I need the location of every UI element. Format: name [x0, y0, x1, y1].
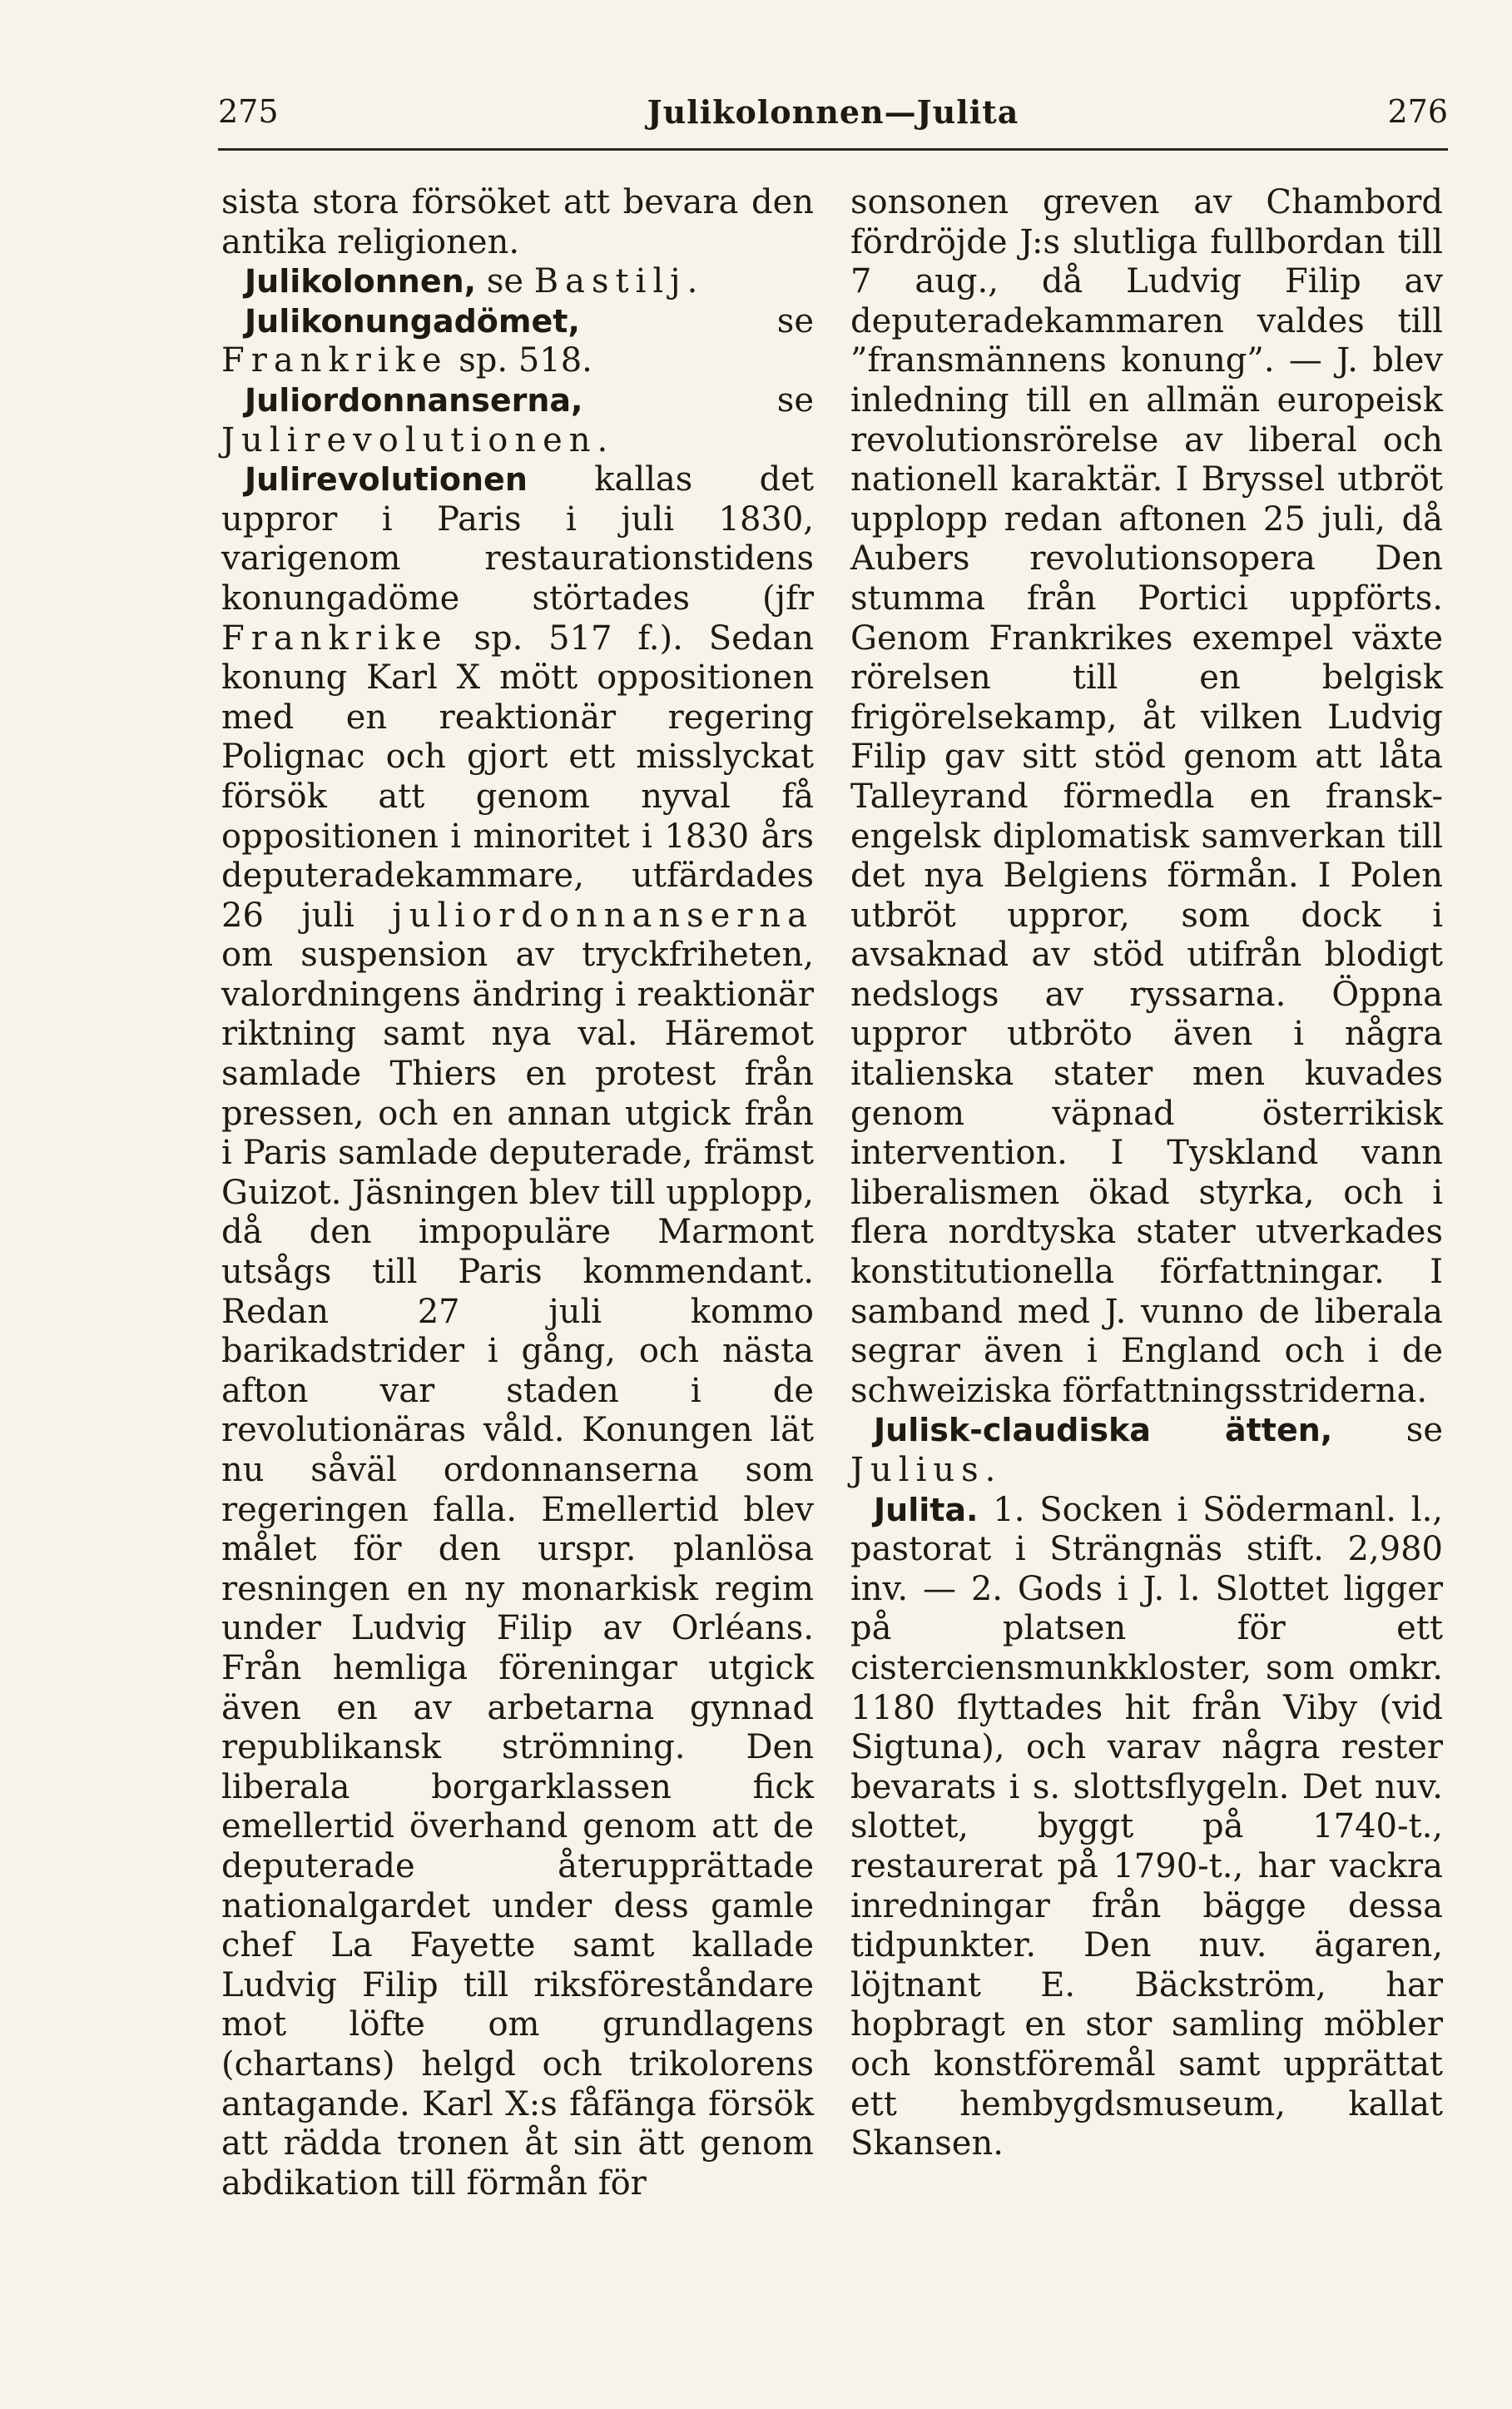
- cross-reference: Julirevolutionen.: [221, 420, 615, 459]
- cross-reference: Julius.: [850, 1451, 1003, 1489]
- body-text: sp. 517 f.). Sedan konung Karl X mött oppositionen med en reaktionär regering Polignac och gjort ett misslyckat försök att genom nyval få oppositionen i minoritet i 1830 års deputeradekammare, utfärdades 26 juli: [221, 618, 814, 935]
- cross-reference: Bastilj.: [533, 262, 705, 301]
- body-text: sista stora försöket att bevara den antika religionen.: [221, 183, 814, 261]
- headword: Julita.: [874, 1491, 979, 1528]
- entry-juliordonnanserna: [221, 381, 814, 460]
- body-text: sp. 518.: [448, 341, 592, 380]
- cross-reference: Frankrike: [221, 618, 449, 658]
- paragraph-continuation: [221, 183, 814, 262]
- entry-julikonungadomet: [221, 302, 814, 381]
- entry-julikolonnen: [221, 262, 814, 302]
- headword: Julirevolutionen: [245, 461, 528, 499]
- running-title: Julikolonnen—Julita: [647, 93, 1019, 131]
- page-number-left: 275: [218, 93, 279, 130]
- body-text: om suspension av tryckfriheten, valordningens ändring i reaktionär riktning samt nya val. Häremot samlade Thiers en protest från pressen, och en annan utgick från i Paris samlade deputerade, främst Guizot. Jäsningen blev till upplopp, då den impopuläre Marmont utsågs till Paris kommendant. Redan 27 juli kommo barikadstrider i gång, och nästa afton var staden i de revolutionäras våld. Konungen lät nu såväl ordonnanserna som regeringen falla. Emellertid blev målet för den urspr. planlösa resningen en ny monarkisk regim under Ludvig Filip av Orléans. Från hemliga föreningar utgick även en av arbetarna gynnad republikansk strömning. Den liberala borgarklassen fick emellertid överhand genom att de deputerade återupprättade nationalgardet under dess gamle chef La Fayette samt kallade Ludvig Filip till riksföreståndare mot löfte om grundlagens (chartans) helgd och trikolorens antagande. Karl X:s fåfänga försök att rädda tronen åt sin ätt genom abdikation till förmån för: [221, 936, 814, 2203]
- page-header: [218, 90, 1448, 151]
- body-text: sonsonen greven av Chambord fördröjde J:s slutliga fullbordan till 7 aug., då Ludvig Filip av deputeradekammaren valdes till ”fransmännens konung”. — J. blev inledning till en allmän europeisk revolutionsrörelse av liberal och nationell karaktär. I Bryssel utbröt upplopp redan aftonen 25 juli, då Aubers revolutionsopera Den stumma från Portici uppförts. Genom Frankrikes exempel växte rörelsen till en belgisk frigörelsekamp, åt vilken Ludvig Filip gav sitt stöd genom att låta Talleyrand förmedla en fransk-engelsk diplomatisk samverkan till det nya Belgiens förmån. I Polen utbröt uppror, som dock i avsaknad av stöd utifrån blodigt nedslogs av ryssarna. Öppna uppror utbröto även i några italienska stater men kuvades genom väpnad österrikisk intervention. I Tyskland vann liberalismen ökad styrka, och i flera nordtyska stater utverkades konstitutionella författningar. I samband med J. vunno de liberala segrar även i England och i de schweiziska författningsstriderna.: [850, 183, 1443, 1410]
- headword: Juliordonnanserna,: [245, 381, 583, 419]
- right-column: [850, 183, 1443, 2164]
- entry-julita: [850, 1491, 1443, 2164]
- headword: Julisk-claudiska ätten,: [874, 1412, 1333, 1449]
- headword: Julikonungadömet,: [245, 302, 580, 340]
- see-text: se: [1332, 1411, 1443, 1450]
- entry-julirevolutionen: [221, 460, 814, 2203]
- body-text: kallas det uppror i Paris i juli 1830, varigenom restaurationstidens konungadöme störtades (jfr: [221, 460, 814, 618]
- entry-julisk-claudiska: [850, 1411, 1443, 1490]
- see-text: se: [476, 262, 534, 301]
- paragraph-continuation: [850, 183, 1443, 1411]
- see-text: se: [582, 380, 814, 420]
- headword: Julikolonnen,: [245, 263, 477, 301]
- cross-reference: Frankrike: [221, 341, 449, 380]
- see-text: se: [579, 301, 814, 340]
- cross-reference: juliordonnanserna: [392, 896, 814, 935]
- body-text: 1. Socken i Södermanl. l., pastorat i Strängnäs stift. 2,980 inv. — 2. Gods i J. l. Slottet ligger på platsen för ett cisterciensmunkkloster, som omkr. 1180 flyttades hit från Viby (vid Sigtuna), och varav några rester bevarats i s. slottsflygeln. Det nuv. slottet, byggt på 1740-t., restaurerat på 1790-t., har vackra inredningar från bägge dessa tidpunkter. Den nuv. ägaren, löjtnant E. Bäckström, har hopbragt en stor samling möbler och konstföremål samt upprättat ett hembygdsmuseum, kallat Skansen.: [850, 1490, 1443, 2163]
- page-number-right: 276: [1387, 93, 1448, 130]
- left-column: [221, 183, 814, 2203]
